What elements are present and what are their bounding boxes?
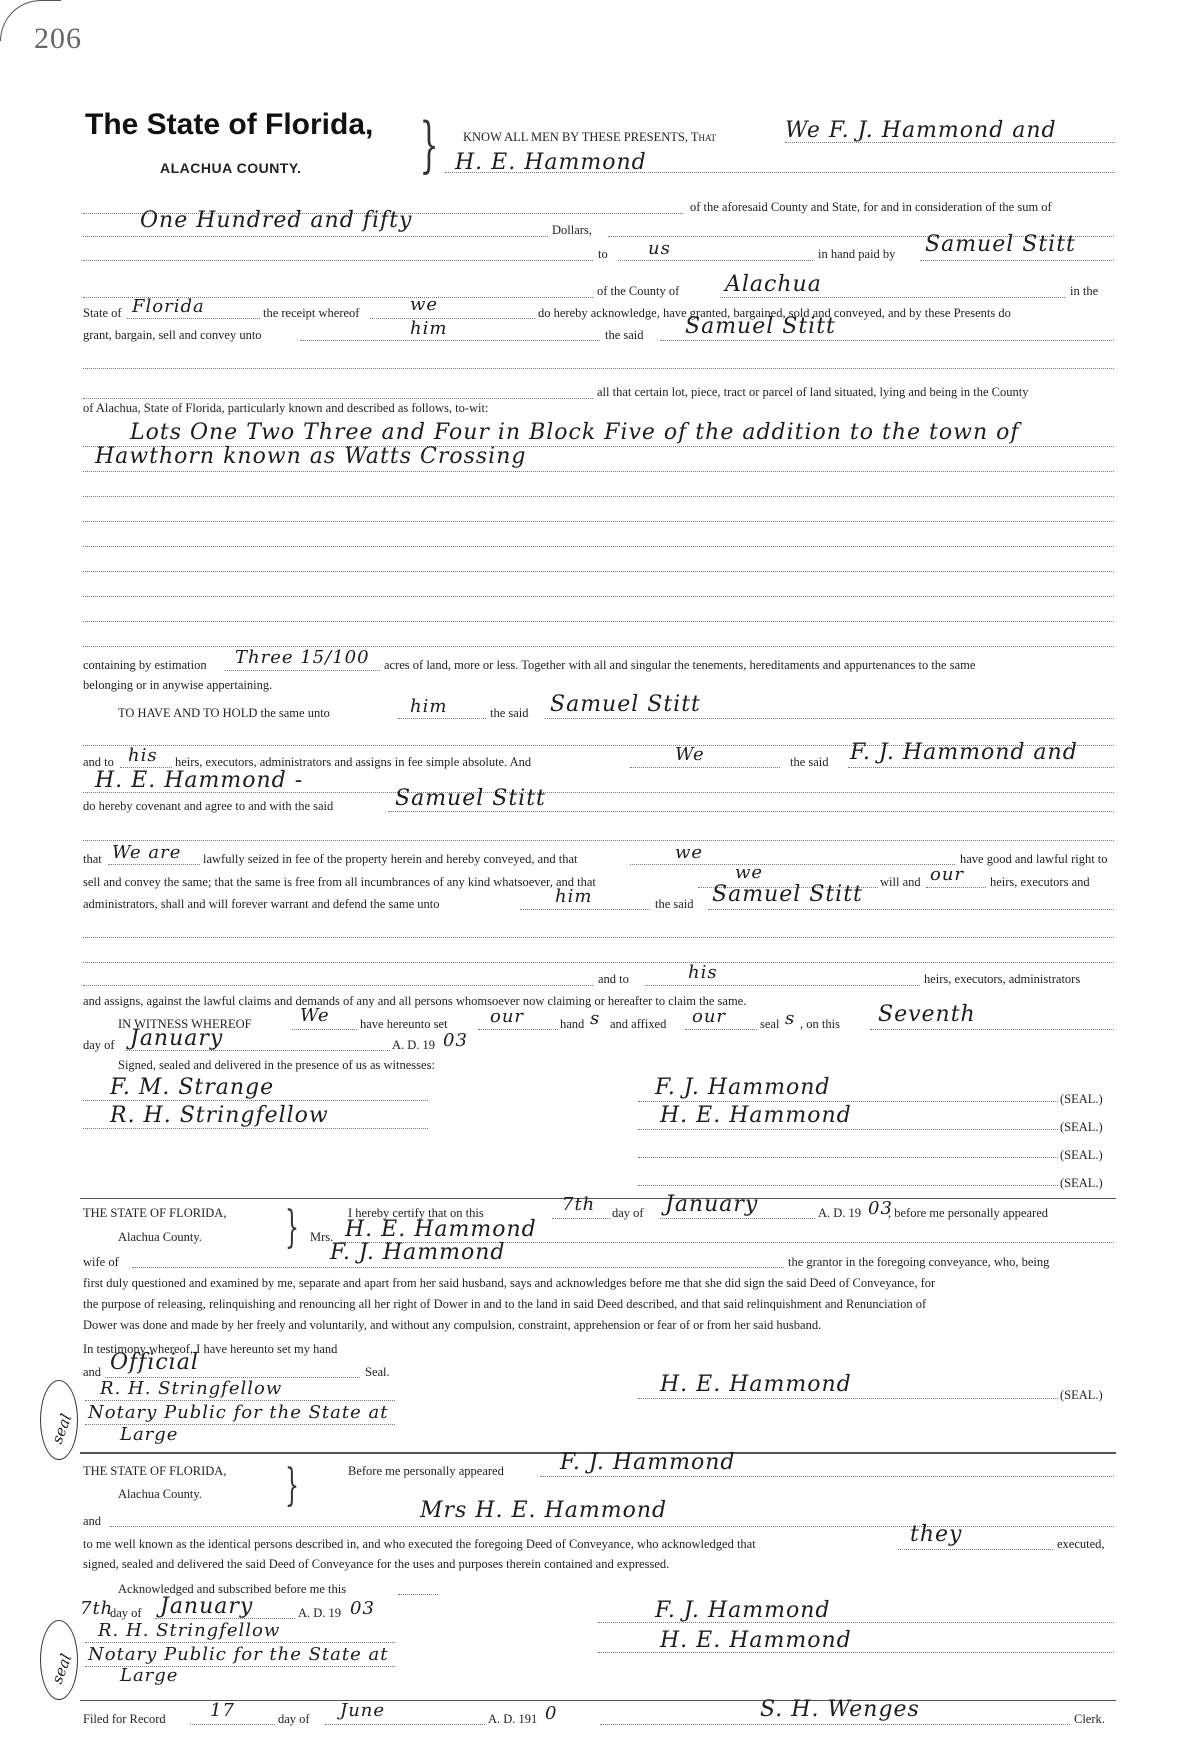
- consideration-text: of the aforesaid County and State, for and in consideration of the sum of: [690, 200, 1052, 214]
- document-title: The State of Florida,: [85, 108, 374, 141]
- cert1-testimony: In testimony whereof, I have hereunto set my hand: [83, 1342, 338, 1356]
- description-handwritten-2: Hawthorn known as Watts Crossing: [95, 444, 527, 469]
- in-witness: IN WITNESS WHEREOF: [118, 1017, 252, 1031]
- month-handwritten: January: [130, 1026, 224, 1051]
- have-good-text: have good and lawful right to: [960, 852, 1108, 866]
- cert2-notary-handwritten-1: R. H. Stringfellow: [98, 1620, 281, 1641]
- fill-line: [926, 887, 986, 888]
- fill-line: [83, 840, 1114, 841]
- we-are-handwritten: We are: [112, 842, 182, 863]
- filed-day-handwritten: 17: [210, 1700, 235, 1721]
- fill-line: [83, 571, 1114, 572]
- fill-line: [638, 1101, 1058, 1102]
- signed-sealed: Signed, sealed and delivered in the presence of us as witnesses:: [118, 1058, 435, 1072]
- fill-line: [645, 985, 920, 986]
- assigns-text: and assigns, against the lawful claims and demands of any and all persons whomsoever now claiming or hereafter to claim the same.: [83, 994, 747, 1008]
- and-we-handwritten: We: [675, 744, 705, 765]
- and-to-handwritten: his: [688, 962, 718, 983]
- fill-line: [108, 864, 200, 865]
- heirs-exec-text: heirs, executors and: [990, 875, 1090, 889]
- fill-line: [83, 546, 1114, 547]
- his-handwritten: his: [128, 745, 158, 766]
- and-affixed: and affixed: [610, 1017, 667, 1031]
- fill-line: [83, 792, 1114, 793]
- receipt-whereof: the receipt whereof: [263, 306, 360, 320]
- heirs-text: heirs, executors, administrators and assigns in fee simple absolute. And: [175, 755, 532, 769]
- ad-label: A. D. 19: [392, 1038, 436, 1052]
- fill-line: [85, 1400, 395, 1401]
- fill-line: [398, 1594, 438, 1595]
- fill-line: [638, 1185, 1058, 1186]
- seal-s: s: [785, 1008, 796, 1029]
- day-handwritten: Seventh: [878, 1002, 976, 1027]
- the-said: the said: [605, 328, 644, 342]
- filed-day-of: day of: [278, 1712, 310, 1726]
- cert1-state: THE STATE OF FLORIDA,: [83, 1206, 227, 1220]
- fill-line: [630, 767, 780, 768]
- payer-handwritten: Samuel Stitt: [925, 232, 1076, 257]
- cert1-wife-of: wife of: [83, 1255, 119, 1269]
- seal-4: (SEAL.): [1060, 1176, 1103, 1190]
- grantors-handwritten: We F. J. Hammond and: [785, 118, 1057, 143]
- fill-line: [445, 172, 1115, 173]
- cert1-year-handwritten: 03: [868, 1198, 893, 1219]
- fill-line: [292, 1029, 357, 1030]
- witness-1-signature: F. M. Strange: [110, 1075, 275, 1100]
- seized-handwritten: we: [675, 842, 704, 863]
- section-divider: [80, 1700, 1116, 1701]
- cert2-day-of: day of: [110, 1606, 142, 1620]
- signer-1-signature: F. J. Hammond: [655, 1075, 831, 1100]
- fill-line: [520, 909, 650, 910]
- cert2-and: and: [83, 1514, 102, 1528]
- fill-line: [83, 1100, 428, 1101]
- cert1-mrs: Mrs.: [310, 1230, 334, 1244]
- fill-line: [83, 496, 1114, 497]
- fill-line: [398, 718, 486, 719]
- fill-line: [83, 521, 1114, 522]
- fill-line: [83, 937, 1114, 938]
- fill-line: [83, 962, 1114, 963]
- hand-s: s: [590, 1008, 601, 1029]
- cert1-official-handwritten: Official: [110, 1350, 199, 1375]
- cert2-notary-handwritten-2: Notary Public for the State at: [88, 1644, 389, 1665]
- cert1-signature: H. E. Hammond: [660, 1372, 852, 1397]
- grant-bargain-text: grant, bargain, sell and convey unto: [83, 328, 262, 342]
- fill-line: [83, 596, 1114, 597]
- to-have-text: TO HAVE AND TO HOLD the same unto: [118, 706, 330, 720]
- unto-handwritten: him: [410, 318, 448, 339]
- fill-line: [870, 1029, 1114, 1030]
- year-handwritten: 03: [443, 1030, 468, 1051]
- fill-line: [638, 1157, 1058, 1158]
- to-handwritten: us: [648, 238, 671, 259]
- description-handwritten-1: Lots One Two Three and Four in Block Five of the addition to the town of: [130, 420, 1020, 445]
- hand-label: hand: [560, 1017, 585, 1031]
- cert1-day-of: day of: [612, 1206, 644, 1220]
- cert1-brace: }: [285, 1202, 299, 1253]
- cert1-notary-handwritten-2: Notary Public for the State at: [88, 1402, 389, 1423]
- cert2-notary-handwritten-3: Large: [120, 1665, 179, 1686]
- cert2-line-2: signed, sealed and delivered the said Deed of Conveyance for the uses and purposes therein contained and expressed.: [83, 1557, 670, 1571]
- fill-line: [370, 318, 535, 319]
- witness-2-signature: R. H. Stringfellow: [110, 1103, 329, 1128]
- heirs-exec-admin: heirs, executors, administrators: [924, 972, 1081, 986]
- witness-we-handwritten: We: [300, 1005, 330, 1026]
- belonging-text: belonging or in anywise appertaining.: [83, 678, 273, 692]
- header-brace: }: [419, 110, 439, 180]
- fill-line: [638, 1129, 1058, 1130]
- fill-line: [660, 340, 1114, 341]
- fill-line: [83, 260, 593, 261]
- cert1-county: Alachua County.: [118, 1230, 202, 1244]
- fill-line: [708, 909, 1114, 910]
- cert1-line-3: Dower was done and made by her freely and voluntarily, and without any compulsion, constraint, apprehension or fear of or from her said husband.: [83, 1318, 822, 1332]
- day-of: day of: [83, 1038, 115, 1052]
- sell-handwritten: we: [735, 862, 764, 883]
- cert1-seal-word: Seal.: [365, 1365, 390, 1379]
- cert1-certify: I hereby certify that on this: [348, 1206, 484, 1220]
- affixed-handwritten: our: [692, 1006, 727, 1027]
- fill-line: [83, 236, 548, 237]
- filed-for-record: Filed for Record: [83, 1712, 166, 1726]
- habendum-grantors-handwritten: F. J. Hammond and: [850, 740, 1078, 765]
- fill-line: [300, 340, 600, 341]
- admin-handwritten: him: [555, 886, 593, 907]
- cert1-day-handwritten: 7th: [562, 1194, 596, 1215]
- cert1-seal-stamp-text: seal: [48, 1411, 76, 1447]
- fill-line: [598, 1622, 1114, 1623]
- fill-line: [685, 1029, 757, 1030]
- cert2-line-1: to me well known as the identical persons described in, and who executed the foregoing Deed of Conveyance, who acknowledged that: [83, 1537, 756, 1551]
- warranty-that: that: [83, 852, 102, 866]
- cert1-seal: (SEAL.): [1060, 1388, 1103, 1402]
- signer-2-signature: H. E. Hammond: [660, 1103, 852, 1128]
- fill-line: [83, 621, 1114, 622]
- cert1-notary-handwritten-1: R. H. Stringfellow: [100, 1378, 283, 1399]
- in-the: in the: [1070, 284, 1099, 298]
- fill-line: [83, 398, 593, 399]
- fill-line: [190, 1724, 275, 1725]
- fill-line: [478, 1029, 558, 1030]
- page-number: 206: [34, 22, 82, 55]
- fill-line: [848, 767, 1114, 768]
- set-handwritten: our: [490, 1006, 525, 1027]
- cert1-wife-handwritten: F. J. Hammond: [330, 1240, 506, 1265]
- cert2-executed: executed,: [1057, 1537, 1105, 1551]
- county-handwritten: Alachua: [725, 272, 822, 297]
- cert2-year-handwritten: 03: [350, 1598, 375, 1619]
- cert2-day-handwritten: 7th: [80, 1598, 114, 1619]
- amount-handwritten: One Hundred and fifty: [140, 208, 413, 233]
- fill-line: [785, 142, 1115, 143]
- habendum-unto-handwritten: him: [410, 696, 448, 717]
- cert2-acknowledged: Acknowledged and subscribed before me this: [118, 1582, 347, 1596]
- cert2-before-me: Before me personally appeared: [348, 1464, 504, 1478]
- fill-line: [720, 297, 1065, 298]
- section-divider: [80, 1198, 1116, 1199]
- fill-line: [638, 1398, 1058, 1399]
- fill-line: [630, 864, 955, 865]
- cert1-notary-handwritten-3: Large: [120, 1424, 179, 1445]
- sell-convey-text: sell and convey the same; that the same is free from all incumbrances of any kind whatsoever, and that: [83, 875, 596, 889]
- warranty-the-said: the said: [655, 897, 694, 911]
- cert1-grantor-text: the grantor in the foregoing conveyance, who, being: [788, 1255, 1050, 1269]
- cert1-ad: A. D. 19: [818, 1206, 862, 1220]
- cert1-before-me: , before me personally appeared: [888, 1206, 1048, 1220]
- habendum-grantors-handwritten-2: H. E. Hammond -: [95, 768, 304, 793]
- cert2-signature-2: H. E. Hammond: [660, 1628, 852, 1653]
- grantors-handwritten-2: H. E. Hammond: [455, 150, 647, 175]
- and-to-label: and to: [598, 972, 629, 986]
- cert2-signature-1: F. J. Hammond: [655, 1598, 831, 1623]
- fill-line: [598, 1652, 1114, 1653]
- cert1-and: and: [83, 1365, 102, 1379]
- cert2-they-handwritten: they: [910, 1522, 963, 1547]
- fill-line: [110, 1526, 1114, 1527]
- fill-line: [600, 1724, 1070, 1725]
- fill-line: [898, 1549, 1053, 1550]
- acres-handwritten: Three 15/100: [235, 647, 370, 668]
- fill-line: [83, 471, 1114, 472]
- clerk-signature: S. H. Wenges: [760, 1697, 920, 1722]
- containing-text: containing by estimation: [83, 658, 207, 672]
- fill-line: [83, 985, 593, 986]
- know-all-men: KNOW ALL MEN BY THESE PRESENTS, That: [463, 130, 717, 144]
- to-label: to: [598, 247, 608, 261]
- cert1-month-handwritten: January: [665, 1192, 759, 1217]
- seal-2: (SEAL.): [1060, 1120, 1103, 1134]
- clerk-label: Clerk.: [1074, 1712, 1105, 1726]
- of-county-of: of the County of: [597, 284, 680, 298]
- cert2-seal-stamp-text: seal: [48, 1651, 76, 1687]
- cert2-month-handwritten: January: [160, 1594, 254, 1619]
- all-that-text: all that certain lot, piece, tract or parcel of land situated, lying and being in the County: [597, 385, 1029, 399]
- habendum-the-said-2: the said: [790, 755, 829, 769]
- cert2-ad: A. D. 19: [298, 1606, 342, 1620]
- fill-line: [127, 318, 260, 319]
- cert1-line-1: first duly questioned and examined by me, separate and apart from her said husband, says and acknowledges before me that she did sign the said Deed of Conveyance, for: [83, 1276, 936, 1290]
- cert1-mrs-handwritten: H. E. Hammond: [345, 1217, 537, 1242]
- seal-1: (SEAL.): [1060, 1092, 1103, 1106]
- habendum-name-handwritten: Samuel Stitt: [550, 692, 701, 717]
- acknowledge-text: do hereby acknowledge, have granted, bargained, sold and conveyed, and by these Presents do: [538, 306, 1011, 320]
- cert2-brace: }: [285, 1460, 299, 1511]
- have-hereunto: have hereunto set: [360, 1017, 448, 1031]
- state-of: State of: [83, 306, 122, 320]
- fill-line: [85, 1642, 395, 1643]
- receipt-handwritten: we: [410, 294, 439, 315]
- fill-line: [83, 1128, 428, 1129]
- on-this: , on this: [800, 1017, 840, 1031]
- fill-line: [225, 670, 380, 671]
- fill-line: [920, 260, 1114, 261]
- cert2-before-handwritten: F. J. Hammond: [560, 1450, 736, 1475]
- fill-line: [325, 1724, 485, 1725]
- filed-year-handwritten: 0: [545, 1703, 558, 1724]
- grantee-handwritten: Samuel Stitt: [685, 314, 836, 339]
- fill-line: [155, 1618, 295, 1619]
- habendum-the-said: the said: [490, 706, 529, 720]
- filed-month-handwritten: June: [340, 1700, 386, 1721]
- seal-3: (SEAL.): [1060, 1148, 1103, 1162]
- fill-line: [545, 718, 1114, 719]
- fill-line: [132, 1267, 784, 1268]
- seized-text: lawfully seized in fee of the property herein and hereby conveyed, and that: [203, 852, 578, 866]
- fill-line: [83, 368, 1114, 369]
- fill-line: [388, 811, 1114, 812]
- cert2-state: THE STATE OF FLORIDA,: [83, 1464, 227, 1478]
- fill-line: [660, 1218, 815, 1219]
- state-handwritten: Florida: [132, 296, 205, 317]
- fill-line: [125, 1050, 390, 1051]
- fill-line: [552, 1218, 610, 1219]
- will-and-text: will and: [880, 875, 921, 889]
- covenant-text: do hereby covenant and agree to and with the said: [83, 799, 334, 813]
- administrators-text: administrators, shall and will forever warrant and defend the same unto: [83, 897, 440, 911]
- seal-label: seal: [760, 1017, 780, 1031]
- filed-ad: A. D. 191: [488, 1712, 538, 1726]
- admin-name-handwritten: Samuel Stitt: [712, 882, 863, 907]
- fill-line: [540, 1476, 1114, 1477]
- cert2-and-handwritten: Mrs H. E. Hammond: [420, 1498, 668, 1523]
- fill-line: [618, 260, 813, 261]
- of-alachua-text: of Alachua, State of Florida, particularly known and described as follows, to-wit:: [83, 401, 489, 415]
- cert2-county: Alachua County.: [118, 1487, 202, 1501]
- covenant-handwritten: Samuel Stitt: [395, 786, 546, 811]
- and-to-text: and to: [83, 755, 114, 769]
- cert1-line-2: the purpose of releasing, relinquishing and renouncing all her right of Dower in and to the land in said Deed described, and that said relinquishment and Renunciation of: [83, 1297, 927, 1311]
- will-handwritten: our: [930, 864, 965, 885]
- dollars-label: Dollars,: [552, 223, 592, 237]
- in-hand-paid-by: in hand paid by: [818, 247, 896, 261]
- acres-text: acres of land, more or less. Together with all and singular the tenements, hereditaments and appurtenances to the same: [384, 658, 976, 672]
- county-heading: ALACHUA COUNTY.: [160, 160, 302, 176]
